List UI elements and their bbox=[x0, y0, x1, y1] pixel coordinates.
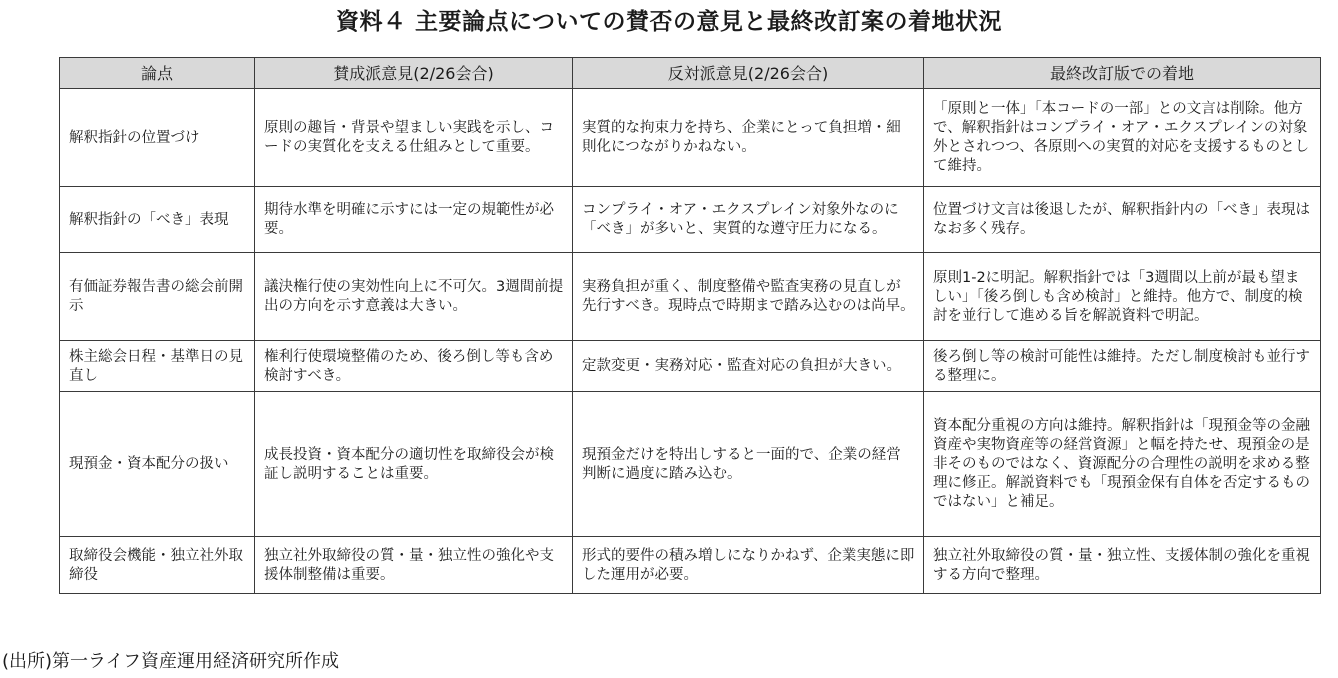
table-row bbox=[60, 89, 1321, 187]
header-pro: 賛成派意見(2/26会合) bbox=[255, 58, 573, 89]
header-con: 反対派意見(2/26会合) bbox=[573, 58, 924, 89]
outcome-cell: 後ろ倒し等の検討可能性は維持。ただし制度検討も並行する整理に。 bbox=[924, 341, 1321, 392]
table-row bbox=[60, 537, 1321, 594]
pro-cell: 成長投資・資本配分の適切性を取締役会が検証し説明することは重要。 bbox=[255, 392, 573, 537]
page-title: 資料４ 主要論点についての賛否の意見と最終改訂案の着地状況 bbox=[335, 9, 1003, 35]
table-row bbox=[60, 341, 1321, 392]
header-outcome: 最終改訂版での着地 bbox=[924, 58, 1321, 89]
table-header-row bbox=[60, 58, 1321, 89]
outcome-cell: 資本配分重視の方向は維持。解釈指針は「現預金等の金融資産や実物資産等の経営資源」と幅を持たせ、現預金の是非そのものではなく、資源配分の合理性の説明を求める整理に修正。解説資料でも「現預金保有自体を否定するものではない」と補足。 bbox=[924, 392, 1321, 537]
issue-cell: 取締役会機能・独立社外取締役 bbox=[60, 537, 255, 594]
con-cell: 実務負担が重く、制度整備や監査実務の見直しが先行すべき。現時点で時期まで踏み込むのは尚早。 bbox=[573, 253, 924, 341]
con-cell: コンプライ・オア・エクスプレイン対象外なのに「べき」が多いと、実質的な遵守圧力になる。 bbox=[573, 187, 924, 253]
pro-cell: 議決権行使の実効性向上に不可欠。3週間前提出の方向を示す意義は大きい。 bbox=[255, 253, 573, 341]
table-row bbox=[60, 187, 1321, 253]
con-cell: 定款変更・実務対応・監査対応の負担が大きい。 bbox=[573, 341, 924, 392]
outcome-cell: 「原則と一体」「本コードの一部」との文言は削除。他方で、解釈指針はコンプライ・オア・エクスプレインの対象外とされつつ、各原則への実質的対応を支援するものとして維持。 bbox=[924, 89, 1321, 187]
con-cell: 実質的な拘束力を持ち、企業にとって負担増・細則化につながりかねない。 bbox=[573, 89, 924, 187]
table-row bbox=[60, 253, 1321, 341]
issue-cell: 解釈指針の「べき」表現 bbox=[60, 187, 255, 253]
pro-cell: 権利行使環境整備のため、後ろ倒し等も含め検討すべき。 bbox=[255, 341, 573, 392]
pro-cell: 原則の趣旨・背景や望ましい実践を示し、コードの実質化を支える仕組みとして重要。 bbox=[255, 89, 573, 187]
header-issue: 論点 bbox=[60, 58, 255, 89]
pro-cell: 独立社外取締役の質・量・独立性の強化や支援体制整備は重要。 bbox=[255, 537, 573, 594]
issue-cell: 株主総会日程・基準日の見直し bbox=[60, 341, 255, 392]
outcome-cell: 位置づけ文言は後退したが、解釈指針内の「べき」表現はなお多く残存。 bbox=[924, 187, 1321, 253]
con-cell: 形式的要件の積み増しになりかねず、企業実態に即した運用が必要。 bbox=[573, 537, 924, 594]
issue-cell: 解釈指針の位置づけ bbox=[60, 89, 255, 187]
issues-table bbox=[59, 57, 1321, 594]
source-note: (出所)第一ライフ資産運用経済研究所作成 bbox=[2, 651, 339, 672]
issue-cell: 現預金・資本配分の扱い bbox=[60, 392, 255, 537]
con-cell: 現預金だけを特出しすると一面的で、企業の経営判断に過度に踏み込む。 bbox=[573, 392, 924, 537]
issue-cell: 有価証券報告書の総会前開示 bbox=[60, 253, 255, 341]
pro-cell: 期待水準を明確に示すには一定の規範性が必要。 bbox=[255, 187, 573, 253]
table-row bbox=[60, 392, 1321, 537]
outcome-cell: 独立社外取締役の質・量・独立性、支援体制の強化を重視する方向で整理。 bbox=[924, 537, 1321, 594]
outcome-cell: 原則1-2に明記。解釈指針では「3週間以上前が最も望ましい」「後ろ倒しも含め検討」と維持。他方で、制度的検討を並行して進める旨を解説資料で明記。 bbox=[924, 253, 1321, 341]
